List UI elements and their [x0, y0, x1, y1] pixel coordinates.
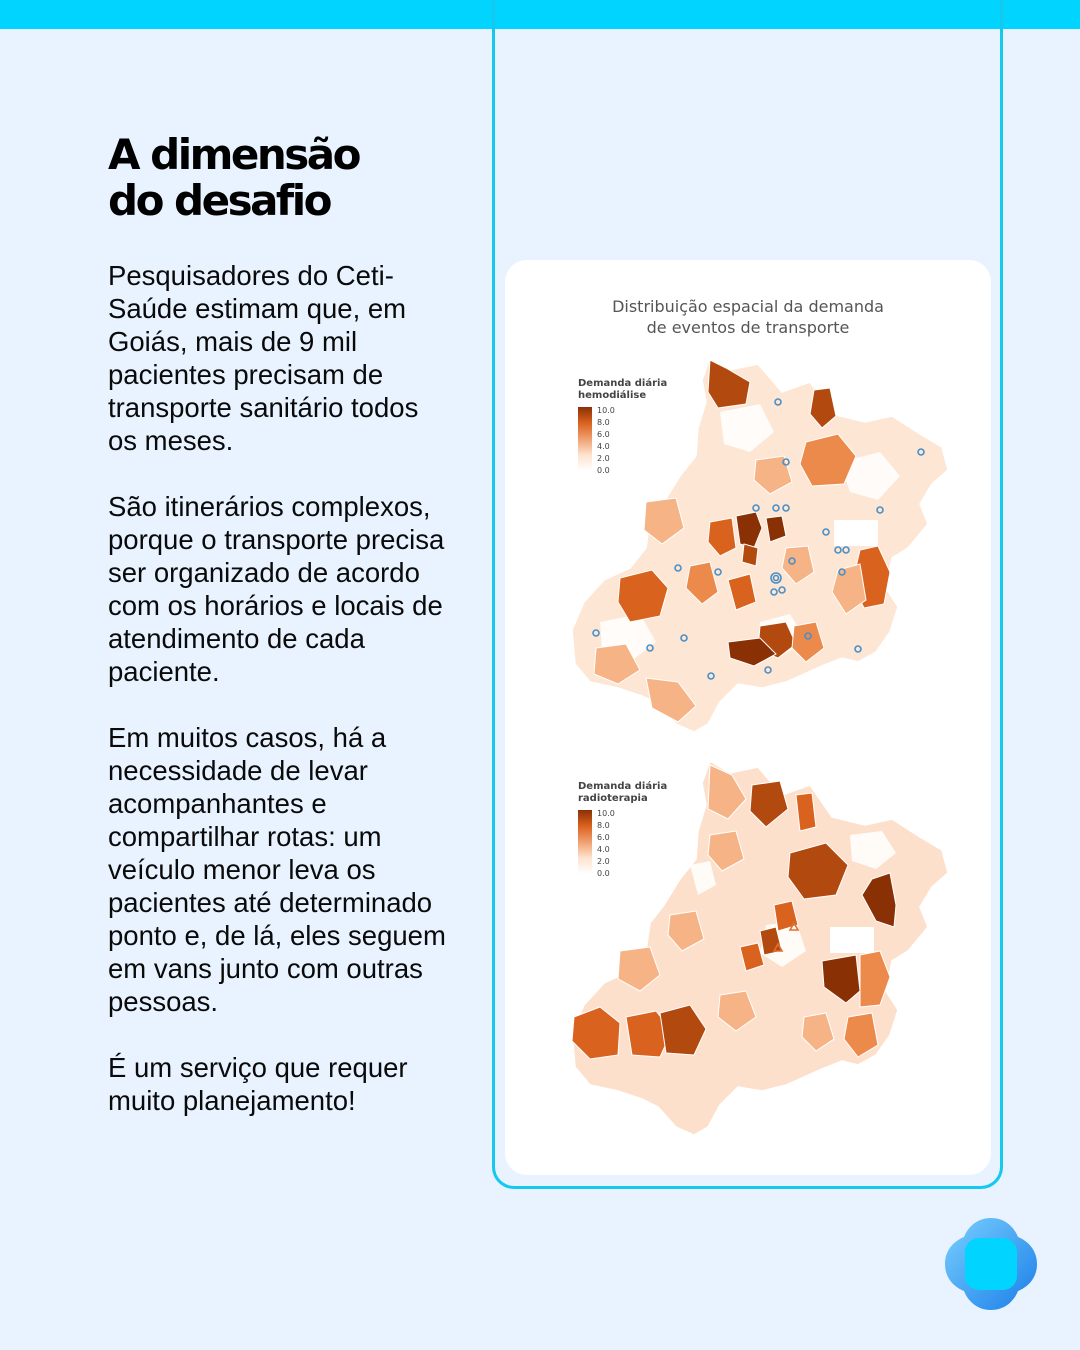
- legend-tick: 4.0: [597, 442, 610, 451]
- legend-tick: 6.0: [597, 430, 610, 439]
- legend-tick: 10.0: [597, 809, 615, 818]
- legend-tick: 8.0: [597, 418, 610, 427]
- legend-tick: 4.0: [597, 845, 610, 854]
- paragraph-2: São itinerários complexos, porque o transporte precisa ser organizado de acordo com os horários e locais de atendimento de cada paciente.: [108, 491, 445, 687]
- figure-title-line-2: de eventos de transporte: [646, 318, 850, 337]
- paragraph-4: É um serviço que requer muito planejamento!: [108, 1052, 408, 1116]
- legend-ticks: [597, 405, 615, 477]
- legend-tick: 2.0: [597, 454, 610, 463]
- figure-title-line-1: Distribuição espacial da demanda: [612, 297, 884, 316]
- page-title: [108, 132, 468, 224]
- legend-title-line-2: hemodiálise: [578, 390, 647, 401]
- title-line-1: A dimensão: [108, 130, 359, 179]
- legend-tick: 0.0: [597, 869, 610, 878]
- body-text: [108, 259, 448, 1150]
- legend-title-line-1: Demanda diária: [578, 378, 668, 389]
- region-center-dark-3: [742, 544, 758, 566]
- legend-title: [578, 781, 698, 805]
- figure-title: [505, 296, 991, 338]
- legend-title: [578, 378, 698, 402]
- region-north-mid-2: [796, 793, 816, 831]
- legend-tick: 2.0: [597, 857, 610, 866]
- figure-card: [505, 260, 991, 1175]
- title-line-2: do desafio: [108, 176, 330, 225]
- legend-hemodialise: [578, 378, 698, 477]
- legend-color-bar: [578, 407, 592, 471]
- map-label-mask: [830, 927, 874, 953]
- app-logo-icon: [942, 1215, 1040, 1313]
- paragraph-3: Em muitos casos, há a necessidade de levar acompanhantes e compartilhar rotas: um veículo menor leva os pacientes até determinado ponto e, de lá, eles seguem em vans junto com outras pessoas.: [108, 722, 446, 1017]
- legend-tick: 10.0: [597, 406, 615, 415]
- paragraph-1: Pesquisadores do Ceti-Saúde estimam que, em Goiás, mais de 9 mil pacientes precisam de transporte sanitário todos os meses.: [108, 260, 419, 456]
- legend-tick: 6.0: [597, 833, 610, 842]
- legend-title-line-2: radioterapia: [578, 793, 648, 804]
- legend-radioterapia: [578, 781, 698, 880]
- legend-tick: 8.0: [597, 821, 610, 830]
- legend-ticks: [597, 808, 615, 880]
- legend-title-line-1: Demanda diária: [578, 781, 668, 792]
- legend-color-bar: [578, 810, 592, 874]
- legend-tick: 0.0: [597, 466, 610, 475]
- map-label-mask: [834, 520, 878, 546]
